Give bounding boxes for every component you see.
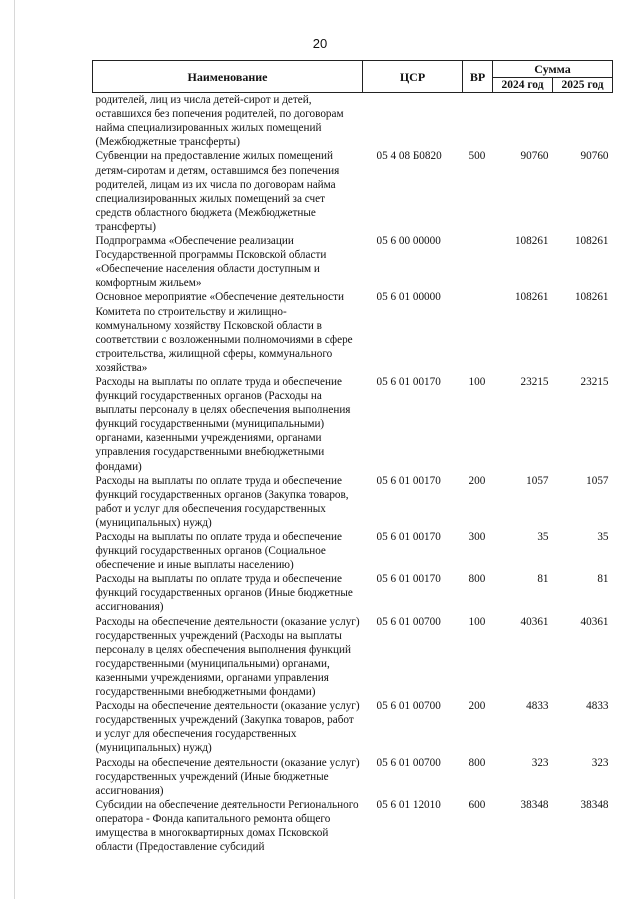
cell-2025: 40361 [580, 615, 609, 628]
page-number: 20 [312, 36, 328, 51]
cell-vr: 200 [468, 474, 486, 487]
cell-name: Расходы на выплаты по оплате труда и обеспечение функций государственных органов (Иные бюджетные ассигнования) [95, 573, 353, 614]
cell-name: Расходы на выплаты по оплате труда и обеспечение функций государственных органов (Социальное обеспечение и иные выплаты населению) [95, 531, 342, 572]
cell-2025: 4833 [586, 700, 609, 713]
cell-name: Расходы на выплаты по оплате труда и обеспечение функций государственных органов (Закупка товаров, работ и услуг для обеспечения государственных (муниципальных) нужд) [95, 474, 349, 529]
cell-2024: 1057 [526, 474, 549, 487]
table-row [93, 798, 613, 854]
table-row [93, 530, 613, 572]
cell-vr: 600 [468, 798, 486, 811]
cell-2025: 35 [597, 531, 609, 543]
cell-vr: 800 [468, 756, 486, 769]
cell-vr: 200 [468, 700, 486, 713]
table-row [93, 474, 613, 530]
cell-2024: 108261 [514, 235, 549, 248]
cell-csr: 05 6 01 00170 [376, 573, 441, 586]
budget-table [92, 60, 613, 854]
cell-vr: 100 [468, 375, 486, 388]
cell-2025: 38348 [580, 798, 609, 811]
cell-vr [463, 234, 493, 290]
cell-2024: 35 [537, 531, 549, 543]
cell-name: Расходы на выплаты по оплате труда и обеспечение функций государственных органов (Расходы на выплаты персоналу в целях обеспечения выполнения функций государственными (муниципальными) органами, казенными учреждениями, органами управления государственными внебюджетными фондами) [95, 375, 351, 473]
table-row [93, 756, 613, 798]
cell-csr: 05 6 01 12010 [376, 798, 441, 811]
cell-name: Подпрограмма «Обеспечение реализации Государственной программы Псковской области «Обеспечение населения области доступным и комфортным жильем» [95, 235, 327, 290]
cell-csr: 05 6 00 00000 [376, 235, 441, 248]
header-sum: Сумма [493, 61, 613, 78]
header-name: Наименование [93, 61, 363, 93]
cell-2025 [553, 93, 613, 150]
cell-2024: 81 [537, 573, 549, 586]
cell-csr: 05 6 01 00170 [376, 375, 441, 388]
header-csr: ЦСР [363, 61, 463, 93]
cell-vr: 800 [468, 573, 486, 586]
table-body [93, 93, 613, 855]
table-row [93, 699, 613, 755]
cell-name: Основное мероприятие «Обеспечение деятельности Комитета по строительству и жилищно-коммунальному хозяйству Псковской области в соответствии с возложенными полномочиями в сфере строительства, жилищной сферы, коммунального хозяйства» [95, 291, 353, 374]
table-row [93, 93, 613, 150]
cell-2025: 108261 [574, 235, 609, 248]
cell-name: Расходы на обеспечение деятельности (оказание услуг) государственных учреждений (Иные бюджетные ассигнования) [95, 756, 360, 797]
cell-2025: 81 [597, 573, 609, 586]
cell-vr: 300 [468, 531, 486, 543]
cell-csr: 05 6 01 00700 [376, 615, 441, 628]
table-row [93, 572, 613, 614]
cell-2024: 38348 [520, 798, 549, 811]
table-row [93, 149, 613, 234]
cell-vr [463, 290, 493, 375]
cell-name: родителей, лиц из числа детей-сирот и детей, оставшихся без попечения родителей, по договорам найма специализированных жилых помещений (Межбюджетные трансферты) [95, 94, 344, 149]
cell-2024: 40361 [520, 615, 549, 628]
cell-vr: 100 [468, 615, 486, 628]
table-header [93, 61, 613, 93]
cell-csr: 05 6 01 00170 [376, 474, 441, 487]
cell-vr [463, 93, 493, 150]
table-row [93, 290, 613, 375]
cell-2024: 23215 [520, 375, 549, 388]
header-year-2024: 2024 год [493, 78, 553, 93]
cell-csr: 05 6 01 00170 [376, 531, 441, 543]
cell-2024: 323 [531, 756, 549, 769]
cell-2025: 323 [591, 756, 609, 769]
cell-csr: 05 6 01 00700 [376, 756, 441, 769]
cell-csr: 05 6 01 00000 [376, 291, 441, 304]
cell-2024: 90760 [520, 150, 549, 163]
cell-2025: 90760 [580, 150, 609, 163]
page-edge-shadow [14, 0, 15, 899]
table-row [93, 615, 613, 700]
table-row [93, 234, 613, 290]
cell-2024: 108261 [514, 291, 549, 304]
cell-2025: 23215 [580, 375, 609, 388]
cell-name: Субсидии на обеспечение деятельности Регионального оператора - Фонда капитального ремонта общего имущества в многоквартирных домах Псковской области (Предоставление субсидий [95, 798, 359, 854]
cell-name: Расходы на обеспечение деятельности (оказание услуг) государственных учреждений (Расходы на выплаты персоналу в целях обеспечения выполнения функций государственными (муниципальными) органами, казенными учреждениями, органами управления государственными внебюджетными фондами) [95, 615, 360, 699]
cell-2025: 1057 [586, 474, 609, 487]
cell-name: Субвенции на предоставление жилых помещений детям-сиротам и детям, оставшимся без попечения родителей, лицам из их числа по договорам найма специализированных жилых помещений за счет средств областного бюджета (Межбюджетные трансферты) [95, 150, 340, 233]
cell-csr: 05 6 01 00700 [376, 700, 441, 713]
cell-csr [363, 93, 463, 150]
header-vr: ВР [463, 61, 493, 93]
cell-2024 [493, 93, 553, 150]
header-year-2025: 2025 год [553, 78, 613, 93]
cell-2025: 108261 [574, 291, 609, 304]
cell-name: Расходы на обеспечение деятельности (оказание услуг) государственных учреждений (Закупка товаров, работ и услуг для обеспечения государственных (муниципальных) нужд) [95, 700, 360, 755]
cell-vr: 500 [468, 150, 486, 163]
cell-2024: 4833 [526, 700, 549, 713]
cell-csr: 05 4 08 Б0820 [376, 150, 442, 163]
table-row [93, 375, 613, 474]
